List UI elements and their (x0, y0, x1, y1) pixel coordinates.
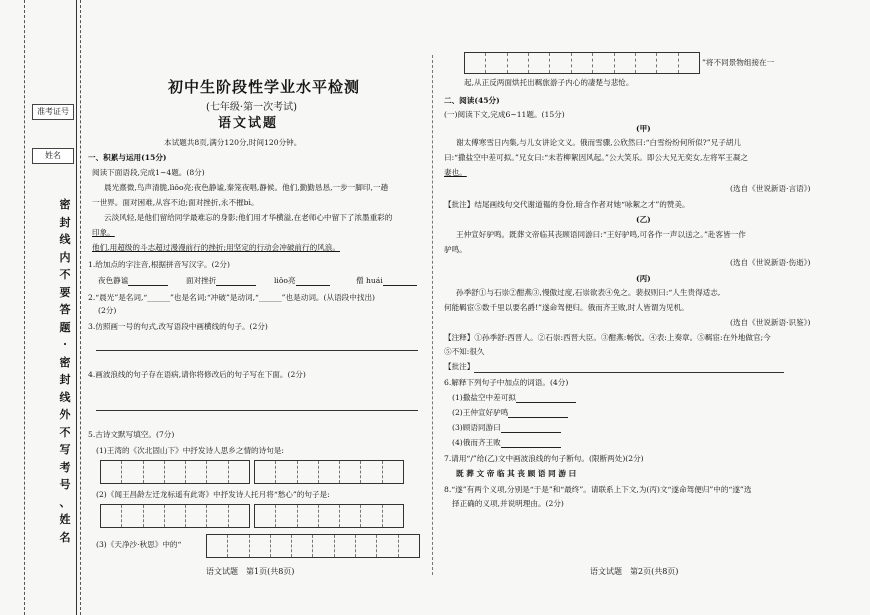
question-3: 3.仿照画一号的句式,改写语段中画横线的句子。(2分) (88, 322, 268, 331)
annotation-2-line[interactable] (474, 372, 784, 373)
question-4: 4.画波浪线的句子存在语病,请你将修改后的句子写在下面。(2分) (88, 370, 306, 379)
reading-1-instruction: (一)阅读下文,完成6~11题。(15分) (444, 110, 565, 119)
jia-line-2: 曰:“撒盐空中差可拟。”兄女曰:“未若柳絮因风起。”公大笑乐。即公大兄无奕女,左将军王凝之 (444, 153, 749, 162)
q1-item-4: 僧 huái (356, 276, 417, 286)
passage-line-2: 一世界。面对困难,从容不迫;面对挫折,永不摧bì。 (92, 198, 259, 207)
q5-part-3: (3)《天净沙·秋思》中的“ (96, 540, 182, 549)
question-6: 6.解释下列句子中加点的词语。(4分) (444, 378, 569, 387)
passage-line-3: 云淡风轻,是他们留给同学最难忘的身影;他们用才华横溢,在老师心中留下了浓墨重彩的 (104, 213, 393, 222)
binding-dashed-line-outer (24, 0, 25, 615)
question-8: 8.“遂”有两个义项,分别是“于是”和“最终”。请联系上下文,为(丙)文“遂命驾便归”中的“遂”选 (444, 485, 752, 494)
passage-line-4: 印象。 (92, 228, 115, 237)
q1-item-1: 夜色静谧 (98, 276, 168, 286)
notes-line-1: 【注释】①孙季舒:西晋人。②石崇:西晋大臣。③酣燕:畅饮。④表:上奏章。⑤羁宦:在外地做官;今 (444, 333, 771, 342)
q5-2-grid-b[interactable] (254, 504, 404, 528)
yi-line-2: 驴鸣。 (444, 245, 467, 254)
annotation-1: 【批注】结尾画线句交代谢道韫的身份,暗含作者对她“咏絮之才”的赞美。 (444, 200, 690, 209)
annotation-2: 【批注】 (444, 362, 475, 371)
main-title: 初中生阶段性学业水平检测 (168, 78, 361, 96)
bing-line-1: 孙季舒①与石崇②酣燕③,慢傲过度,石崇欲表④免之。裴叔则曰:“人生贵得适志, (456, 288, 721, 297)
q6-item-2: (2)王仲宣好驴鸣 (452, 408, 568, 418)
yi-source: (选自《世说新语·伤逝》) (730, 258, 811, 267)
question-8-line-2: 择正确的义项,并说明理由。(2分) (452, 499, 564, 508)
passage-instruction: 阅读下面语段,完成1~4题。(8分) (92, 168, 205, 177)
section-1-heading: 一、积累与运用(15分) (88, 153, 167, 162)
q5-3-grid-continued[interactable] (464, 52, 700, 74)
passage-line-5: 他们,用超级的斗志超过漫漫前行的挫折;用坚定的行动会冲破前行的风浪。 (92, 243, 340, 252)
notes-line-2: ⑤不知:很久 (444, 347, 485, 356)
q5-part-1: (1)王湾的《次北固山下》中抒发诗人思乡之情的诗句是: (96, 446, 284, 455)
page-1-footer: 语文试题 第1页(共8页) (206, 567, 295, 576)
q5-2-grid-a[interactable] (100, 504, 250, 528)
exam-note: 本试题共8页,满分120分,时间120分钟。 (164, 138, 302, 147)
q6-item-3: (3)顾语同游曰 (452, 423, 561, 433)
binding-dashed-line-inner (80, 0, 81, 615)
q6-item-4: (4)俄而齐王败 (452, 438, 561, 448)
q1-item-3: liǒo亮 (274, 276, 330, 286)
section-2-heading: 二、阅读(45分) (444, 96, 500, 105)
text-jia-label: (甲) (636, 124, 651, 133)
q3-answer-line[interactable] (96, 350, 418, 351)
q5-1-grid-a[interactable] (100, 460, 250, 484)
text-yi-label: (乙) (636, 215, 651, 224)
q2-score: (2分) (98, 306, 117, 315)
binding-strip (0, 0, 86, 615)
jia-line-3: 妻也。 (444, 168, 467, 177)
text-bing-label: (丙) (636, 274, 651, 283)
q1-item-2: 面对挫折 (186, 276, 256, 286)
yi-line-1: 王仲宣好驴鸣。既葬文帝临其丧顾语同游曰:“王好驴鸣,可各作一声以送之。”赴客皆一作 (456, 230, 746, 239)
exam-no-label: 准考证号 (32, 104, 74, 120)
subtitle: (七年级·第一次考试) (206, 102, 297, 113)
page-2-footer: 语文试题 第2页(共8页) (590, 567, 679, 576)
passage-line-1: 晨光熹微,鸟声清脆,lìǒo亮;夜色静谧,秦笼夜唱,静候。他们,勤勤恳恳,一步一脚印,一趟 (104, 183, 389, 192)
q6-item-1: (1)撒盐空中差可拟 (452, 393, 576, 403)
q7-sentence: 既 葬 文 帝 临 其 丧 顾 语 同 游 曰 (456, 469, 577, 478)
q5-1-grid-b[interactable] (254, 460, 404, 484)
jia-source: (选自《世说新语·言语》) (730, 184, 811, 193)
page-1 (88, 0, 428, 615)
q4-answer-line[interactable] (96, 410, 418, 411)
question-5: 5.古诗文默写填空。(7分) (88, 430, 175, 439)
paper-title: 语文试题 (218, 116, 279, 131)
q5-3-text-line-2: 起,从正反两面烘托出羁旅游子内心的凄楚与悲怆。 (464, 78, 634, 87)
bing-source: (选自《世说新语·识鉴》) (730, 318, 811, 327)
name-label: 姓名 (32, 148, 74, 164)
jia-line-1: 谢太傅寒雪日内集,与儿女讲论文义。俄而雪骤,公欣然曰:“白雪纷纷何所似?”兄子胡儿 (456, 138, 741, 147)
binding-solid-line (76, 0, 77, 615)
question-2: 2.“晨光”是名词,“______”也是名词;“冲破”是动词,“______”也是动词。(从语段中找出) (88, 293, 376, 302)
seal-notice: 密 封 线 内 不 要 答 题 · 密 封 线 外 不 写 考 号 、 姓 名 (59, 198, 71, 544)
page-2 (440, 0, 858, 615)
question-1: 1.给加点的字注音,根据拼音写汉字。(2分) (88, 260, 230, 269)
q5-3-grid[interactable] (206, 534, 420, 558)
q5-part-2: (2)《闻王昌龄左迁龙标遥有此寄》中抒发诗人托月将“愁心”的句子是: (96, 490, 330, 499)
question-7: 7.请用“/”给(乙)文中画波浪线的句子断句。(限断两处)(2分) (444, 454, 644, 463)
q5-3-text-end: ”将不同景物组接在一 (702, 58, 775, 67)
bing-line-2: 何能羁宦⑤数千里以要名爵!”遂命驾便归。俄而齐王败,时人皆谓为见机。 (444, 303, 689, 312)
page-divider (432, 55, 433, 575)
